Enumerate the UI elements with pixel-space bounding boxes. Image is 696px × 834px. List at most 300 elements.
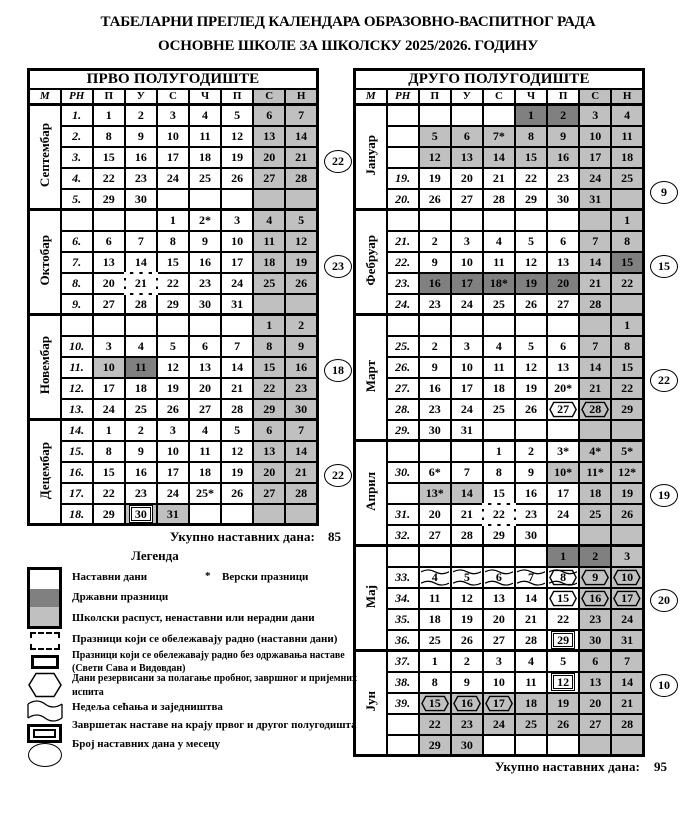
week-number-cell: 38.	[387, 672, 419, 693]
day-cell	[611, 315, 643, 336]
day-number: 23	[428, 296, 441, 311]
day-cell	[515, 399, 547, 420]
day-cell	[419, 588, 451, 609]
day-cell	[419, 294, 451, 315]
day-cell	[419, 630, 451, 651]
day-number: 17	[102, 381, 115, 395]
blank-day-cell	[253, 504, 285, 525]
day-number: 25	[621, 171, 634, 185]
day-cell	[189, 147, 221, 168]
week-number-cell: 16.	[61, 462, 93, 483]
blank-day-cell	[483, 420, 515, 441]
day-number: 3	[105, 339, 112, 353]
day-number: 25	[199, 171, 212, 185]
blank-day-cell	[221, 504, 253, 525]
day-number: 12*	[618, 465, 637, 479]
day-number: 26	[295, 276, 308, 290]
blank-day-cell	[285, 189, 317, 210]
day-number: 27	[263, 486, 276, 500]
day-cell	[189, 273, 221, 294]
day-number: 12	[428, 150, 441, 164]
day-cell	[157, 147, 189, 168]
day-cell	[221, 147, 253, 168]
day-cell	[93, 504, 125, 525]
day-number: 27	[460, 191, 473, 206]
day-number: 8	[560, 570, 567, 584]
day-cell	[125, 399, 157, 420]
week-number-cell: 35.	[387, 609, 419, 630]
day-number: 16	[134, 465, 147, 479]
week-number-cell: 10.	[61, 336, 93, 357]
day-number: 24	[102, 401, 115, 416]
day-number: 28	[295, 486, 308, 500]
day-cell	[611, 609, 643, 630]
week-row	[29, 210, 318, 231]
day-number: 28	[525, 632, 538, 647]
day-cell	[285, 273, 317, 294]
legend-swatch-state-holidays	[30, 589, 59, 608]
day-cell	[611, 210, 643, 231]
header-weekday: П	[221, 89, 253, 105]
day-number: 23	[199, 276, 212, 290]
day-cell	[611, 462, 643, 483]
day-number: 9	[463, 675, 470, 689]
second-semester-table	[353, 68, 645, 757]
day-cell	[93, 147, 125, 168]
day-cell	[579, 378, 611, 399]
week-number-cell	[387, 126, 419, 147]
week-number-cell	[61, 210, 93, 231]
day-number: 20*	[554, 381, 573, 395]
day-number: 8	[495, 465, 502, 479]
week-row	[29, 504, 318, 525]
day-number: 29	[102, 191, 115, 206]
day-number: 1	[528, 108, 535, 123]
day-cell	[451, 231, 483, 252]
week-row	[355, 420, 644, 441]
day-cell	[419, 336, 451, 357]
day-cell	[451, 651, 483, 672]
day-number: 9	[202, 234, 209, 248]
day-number: 12	[525, 255, 538, 269]
day-cell	[483, 126, 515, 147]
day-number: 26	[525, 402, 538, 416]
day-cell	[451, 483, 483, 504]
week-row	[355, 483, 644, 504]
day-number: 4	[431, 570, 438, 584]
day-number: 26	[166, 401, 179, 416]
day-number: 30	[129, 505, 153, 523]
header-weekday: Н	[285, 89, 317, 105]
day-cell	[451, 147, 483, 168]
day-cell	[125, 441, 157, 462]
day-cell	[515, 567, 547, 588]
day-number: 14	[460, 486, 473, 500]
week-number-cell: 33.	[387, 567, 419, 588]
day-number: 19	[525, 276, 538, 290]
day-cell	[253, 357, 285, 378]
day-number: 11	[199, 444, 211, 458]
day-cell	[483, 378, 515, 399]
day-number: 31	[231, 296, 244, 311]
day-number: 10	[460, 255, 473, 269]
day-number: 3	[624, 549, 631, 564]
blank-day-cell	[579, 315, 611, 336]
day-cell	[419, 525, 451, 546]
day-number: 26	[460, 632, 473, 647]
day-cell	[547, 357, 579, 378]
week-row	[355, 546, 644, 567]
day-number: 4	[137, 339, 144, 353]
week-row	[355, 147, 644, 168]
day-cell	[515, 168, 547, 189]
day-number: 29	[492, 527, 505, 542]
teaching-days-circle-february: 15	[650, 255, 678, 278]
day-number: 18	[199, 465, 212, 479]
day-cell	[221, 399, 253, 420]
header-weekday: Ч	[189, 89, 221, 105]
day-cell	[579, 609, 611, 630]
day-number: 17	[621, 591, 634, 605]
week-row	[355, 525, 644, 546]
day-number: 17	[492, 696, 505, 710]
day-number: 16	[295, 360, 308, 374]
day-cell	[253, 252, 285, 273]
day-cell	[515, 630, 547, 651]
week-number-cell: 31.	[387, 504, 419, 525]
day-cell	[157, 483, 189, 504]
blank-day-cell	[515, 420, 547, 441]
blank-day-cell	[451, 315, 483, 336]
header-week-number: РН	[387, 89, 419, 105]
day-cell	[419, 714, 451, 735]
day-cell	[221, 420, 253, 441]
day-cell	[579, 567, 611, 588]
day-cell	[515, 693, 547, 714]
day-cell	[579, 294, 611, 315]
day-number: 19	[295, 255, 308, 269]
week-row	[355, 189, 644, 210]
day-cell	[93, 420, 125, 441]
day-number: 3	[234, 213, 241, 228]
legend-label-exam-days-cont: испита	[72, 687, 104, 698]
day-cell	[611, 231, 643, 252]
day-number: 4	[202, 423, 209, 438]
day-number: 22	[102, 171, 115, 185]
day-cell	[157, 168, 189, 189]
week-number-cell: 3.	[61, 147, 93, 168]
teaching-days-circle-april: 19	[650, 484, 678, 507]
day-cell	[515, 294, 547, 315]
day-cell	[93, 168, 125, 189]
day-number: 25	[428, 632, 441, 647]
day-cell	[285, 441, 317, 462]
day-cell	[483, 189, 515, 210]
day-cell	[483, 147, 515, 168]
week-row	[29, 462, 318, 483]
day-number: 3	[463, 234, 470, 248]
day-cell	[579, 651, 611, 672]
day-number: 13*	[425, 486, 444, 500]
legend-dashed-box-icon	[30, 632, 60, 650]
day-cell	[253, 399, 285, 420]
day-cell	[451, 504, 483, 525]
day-cell	[547, 105, 579, 126]
day-cell	[515, 126, 547, 147]
day-number: 22	[557, 612, 570, 626]
day-number: 15	[102, 465, 115, 479]
day-number: 4	[202, 108, 209, 123]
day-cell	[611, 252, 643, 273]
day-cell	[483, 651, 515, 672]
week-number-cell: 8.	[61, 273, 93, 294]
day-cell	[611, 588, 643, 609]
week-number-cell	[387, 546, 419, 567]
day-cell	[419, 273, 451, 294]
week-number-cell: 5.	[61, 189, 93, 210]
day-number: 28	[492, 191, 505, 206]
day-number: 4	[624, 108, 631, 123]
day-cell	[611, 273, 643, 294]
week-row	[29, 105, 318, 126]
day-number: 20	[557, 276, 570, 290]
day-cell	[451, 609, 483, 630]
day-number: 29	[263, 401, 276, 416]
day-number: 18	[263, 255, 276, 269]
day-number: 15	[263, 360, 276, 374]
day-number: 12	[295, 234, 308, 248]
day-number: 9	[137, 444, 144, 458]
day-cell	[189, 105, 221, 126]
day-number: 19	[231, 150, 244, 164]
day-cell	[611, 483, 643, 504]
day-number: 27	[199, 401, 212, 416]
day-cell	[515, 525, 547, 546]
day-number: 22	[621, 381, 634, 395]
day-cell	[547, 336, 579, 357]
week-row	[29, 315, 318, 336]
day-number: 22	[263, 381, 276, 395]
day-cell	[419, 420, 451, 441]
day-cell	[547, 168, 579, 189]
day-number: 24	[589, 171, 602, 185]
week-number-cell: 14.	[61, 420, 93, 441]
day-number: 9	[528, 465, 535, 479]
month-label: Март	[362, 359, 378, 393]
day-number: 8	[528, 129, 535, 143]
week-row	[355, 504, 644, 525]
day-number: 8	[105, 444, 112, 458]
day-cell	[515, 273, 547, 294]
day-number: 23	[428, 402, 441, 416]
day-cell	[419, 399, 451, 420]
day-number: 20	[460, 171, 473, 185]
day-number: 21	[492, 171, 505, 185]
week-row	[29, 357, 318, 378]
week-number-cell: 6.	[61, 231, 93, 252]
blank-day-cell	[157, 315, 189, 336]
day-number: 6	[560, 339, 567, 353]
day-cell	[611, 504, 643, 525]
day-number: 10	[621, 570, 634, 584]
day-number: 22	[166, 276, 179, 290]
day-cell	[157, 252, 189, 273]
day-cell	[125, 462, 157, 483]
day-cell	[285, 315, 317, 336]
day-number: 26	[231, 486, 244, 500]
day-number: 11*	[586, 465, 604, 479]
day-number: 31	[621, 632, 634, 647]
week-number-cell: 9.	[61, 294, 93, 315]
week-row	[29, 147, 318, 168]
month-label: Септембар	[36, 123, 52, 188]
day-number: 7	[592, 339, 599, 353]
day-number: 23	[460, 717, 473, 731]
day-cell	[221, 231, 253, 252]
day-cell	[221, 168, 253, 189]
day-cell	[285, 357, 317, 378]
day-number: 6	[105, 234, 112, 248]
day-cell	[611, 147, 643, 168]
day-cell	[451, 336, 483, 357]
legend-hexagon-icon	[27, 672, 63, 698]
blank-day-cell	[93, 210, 125, 231]
day-cell	[515, 231, 547, 252]
day-number: 21	[134, 276, 147, 290]
day-cell	[253, 483, 285, 504]
day-cell	[515, 189, 547, 210]
week-row	[355, 315, 644, 336]
day-number: 10	[492, 675, 505, 689]
month-label: Април	[362, 472, 378, 511]
day-cell	[93, 294, 125, 315]
month-cell	[29, 105, 61, 210]
day-number: 29	[551, 631, 575, 649]
day-number: 8	[624, 234, 631, 248]
day-cell	[125, 378, 157, 399]
day-number: 31	[460, 422, 473, 437]
day-number: 8	[431, 675, 438, 689]
day-cell	[253, 441, 285, 462]
header-week-number: РН	[61, 89, 93, 105]
day-cell	[547, 147, 579, 168]
day-cell	[189, 378, 221, 399]
header-month: М	[29, 89, 61, 105]
week-number-cell: 11.	[61, 357, 93, 378]
day-cell	[125, 504, 157, 525]
day-number: 27	[102, 296, 115, 311]
day-number: 16	[525, 486, 538, 500]
day-number: 23	[557, 171, 570, 185]
day-cell	[419, 693, 451, 714]
week-number-cell: 1.	[61, 105, 93, 126]
day-cell	[419, 168, 451, 189]
day-number: 26	[525, 296, 538, 311]
day-cell	[579, 189, 611, 210]
month-cell	[355, 651, 387, 756]
day-number: 16	[428, 276, 441, 290]
day-cell	[611, 693, 643, 714]
week-number-cell: 36.	[387, 630, 419, 651]
day-number: 12	[231, 444, 244, 458]
week-number-cell: 32.	[387, 525, 419, 546]
day-cell	[125, 336, 157, 357]
day-number: 10	[166, 129, 179, 143]
day-number: 16	[199, 255, 212, 269]
blank-day-cell	[515, 546, 547, 567]
blank-day-cell	[93, 315, 125, 336]
day-number: 14	[589, 360, 602, 374]
day-cell	[253, 378, 285, 399]
day-number: 29	[525, 191, 538, 206]
day-cell	[579, 399, 611, 420]
day-cell	[189, 399, 221, 420]
day-cell	[515, 714, 547, 735]
week-row	[355, 651, 644, 672]
day-cell	[547, 693, 579, 714]
day-number: 16	[460, 696, 473, 710]
day-cell	[547, 399, 579, 420]
day-cell	[253, 336, 285, 357]
day-number: 27	[428, 527, 441, 542]
day-cell	[611, 168, 643, 189]
day-cell	[483, 357, 515, 378]
day-cell	[419, 147, 451, 168]
day-number: 25	[134, 401, 147, 416]
week-row	[29, 378, 318, 399]
day-cell	[221, 378, 253, 399]
blank-day-cell	[515, 735, 547, 756]
day-number: 6	[266, 108, 273, 123]
day-number: 6*	[428, 465, 441, 479]
day-cell	[93, 378, 125, 399]
week-number-cell: 26.	[387, 357, 419, 378]
day-number: 24	[231, 276, 244, 290]
day-number: 10	[589, 129, 602, 143]
week-row	[29, 273, 318, 294]
day-cell	[221, 126, 253, 147]
day-number: 18*	[489, 276, 508, 290]
week-row	[29, 252, 318, 273]
week-row	[355, 441, 644, 462]
day-cell	[547, 567, 579, 588]
day-number: 8	[105, 129, 112, 143]
header-weekday: Ч	[515, 89, 547, 105]
day-cell	[483, 336, 515, 357]
week-row	[355, 609, 644, 630]
day-cell	[221, 252, 253, 273]
teaching-days-circle-june: 10	[650, 674, 678, 697]
day-cell	[547, 672, 579, 693]
day-cell	[125, 105, 157, 126]
day-number: 12	[460, 591, 473, 605]
blank-day-cell	[253, 294, 285, 315]
week-row	[355, 105, 644, 126]
blank-day-cell	[611, 189, 643, 210]
day-cell	[93, 399, 125, 420]
day-cell	[483, 168, 515, 189]
day-number: 15	[621, 360, 634, 374]
day-number: 28	[589, 296, 602, 311]
week-row	[355, 273, 644, 294]
day-cell	[157, 378, 189, 399]
day-number: 7	[298, 423, 305, 438]
day-number: 1	[105, 108, 112, 123]
day-number: 19	[621, 486, 634, 500]
weekday-header-row	[29, 89, 318, 105]
legend-label-working-holidays: Празници који се обележавају радно (наставни дани)	[72, 633, 338, 645]
day-number: 1	[495, 444, 502, 459]
